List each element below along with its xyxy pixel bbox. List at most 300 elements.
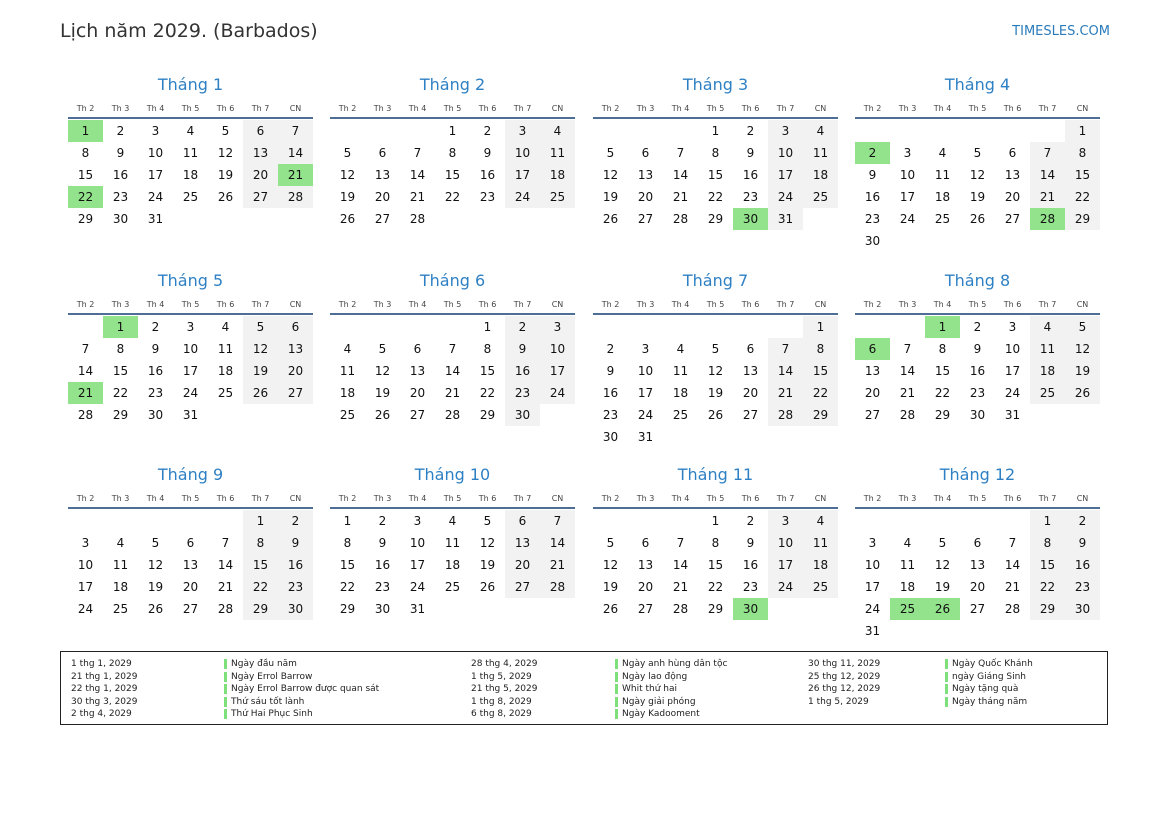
day-cell: 1 [243, 510, 278, 532]
day-cell: 9 [483, 146, 492, 160]
holiday-day-cell: 26 [925, 598, 960, 620]
legend-holiday-name: Ngày Errol Barrow được quan sát [231, 684, 380, 694]
empty-cell [593, 316, 628, 338]
day-cell: 5 [938, 536, 947, 550]
day-cell: 21 [768, 382, 803, 404]
weekday-label: Th 7 [251, 104, 270, 113]
day-cell: 26 [374, 408, 391, 422]
holiday-day-cell: 6 [855, 338, 890, 360]
day-cell: 28 [540, 576, 575, 598]
weekday-header [330, 103, 575, 114]
day-cell: 2 [973, 320, 982, 334]
legend-date: 1 thg 5, 2029 [471, 671, 532, 682]
legend-color-marker [615, 709, 618, 719]
day-cell: 28 [672, 602, 689, 616]
legend-date: 30 thg 11, 2029 [808, 659, 881, 669]
day-cell: 23 [479, 190, 496, 204]
day-cell: 7 [676, 536, 685, 550]
day-cell: 11 [803, 142, 838, 164]
legend-date: 1 thg 8, 2029 [471, 696, 532, 707]
day-cell: 25 [672, 408, 689, 422]
legend-item [61, 708, 1101, 721]
day-cell: 24 [182, 386, 199, 400]
weekday-label: Th 4 [933, 494, 952, 503]
month-block [593, 75, 838, 230]
day-cell: 12 [339, 168, 356, 182]
legend-holiday-name: Ngày lao động [622, 671, 688, 682]
day-cell: 6 [378, 146, 387, 160]
day-grid [855, 510, 1100, 642]
day-cell: 26 [707, 408, 724, 422]
month-title: Tháng 9 [157, 465, 224, 484]
day-cell: 20 [505, 554, 540, 576]
day-cell: 21 [672, 190, 689, 204]
day-cell: 24 [540, 382, 575, 404]
day-cell: 19 [147, 580, 164, 594]
day-cell: 31 [182, 408, 199, 422]
month-block [593, 465, 838, 620]
weekday-label: Th 2 [76, 494, 95, 503]
day-cell: 3 [641, 342, 650, 356]
day-cell: 27 [864, 408, 881, 422]
day-cell: 12 [969, 168, 986, 182]
day-cell: 18 [803, 164, 838, 186]
day-cell: 31 [409, 602, 426, 616]
weekday-label: Th 5 [706, 494, 725, 503]
empty-cell [103, 510, 138, 532]
day-cell: 4 [1030, 316, 1065, 338]
day-cell: 16 [112, 168, 129, 182]
day-cell: 10 [77, 558, 94, 572]
day-cell: 24 [864, 602, 881, 616]
day-cell: 29 [112, 408, 129, 422]
day-cell: 3 [413, 514, 422, 528]
day-cell: 15 [934, 364, 951, 378]
page-title: Lịch năm 2029. (Barbados) [60, 20, 318, 42]
day-cell: 27 [1004, 212, 1021, 226]
day-cell: 12 [479, 536, 496, 550]
weekday-label: Th 5 [968, 300, 987, 309]
empty-cell [663, 316, 698, 338]
day-cell: 5 [711, 342, 720, 356]
day-cell: 20 [742, 386, 759, 400]
day-cell: 7 [768, 338, 803, 360]
day-cell: 18 [899, 580, 916, 594]
weekday-label: Th 2 [338, 300, 357, 309]
day-cell: 25 [112, 602, 129, 616]
weekday-header [855, 493, 1100, 504]
day-cell: 26 [1065, 382, 1100, 404]
weekday-label: Th 6 [1003, 494, 1022, 503]
day-cell: 3 [903, 146, 912, 160]
day-cell: 30 [147, 408, 164, 422]
day-cell: 23 [742, 580, 759, 594]
day-cell: 8 [803, 338, 838, 360]
day-cell: 8 [711, 146, 720, 160]
day-cell: 3 [768, 510, 803, 532]
weekday-label: Th 5 [181, 300, 200, 309]
day-cell: 18 [803, 554, 838, 576]
weekday-header [593, 103, 838, 114]
day-cell: 13 [1004, 168, 1021, 182]
month-title: Tháng 3 [682, 75, 749, 94]
day-cell: 15 [707, 168, 724, 182]
legend-holiday-name: Ngày đầu năm [231, 659, 297, 669]
day-cell: 21 [540, 554, 575, 576]
weekday-label: CN [814, 300, 827, 309]
empty-cell [698, 316, 733, 338]
day-cell: 16 [742, 168, 759, 182]
day-cell: 16 [602, 386, 619, 400]
day-cell: 25 [339, 408, 356, 422]
day-cell: 20 [374, 190, 391, 204]
day-cell: 30 [969, 408, 986, 422]
day-cell: 15 [479, 364, 496, 378]
day-cell: 5 [243, 316, 278, 338]
day-cell: 7 [676, 146, 685, 160]
day-cell: 28 [899, 408, 916, 422]
month-block [855, 75, 1100, 252]
day-cell: 19 [602, 580, 619, 594]
empty-cell [365, 316, 400, 338]
day-cell: 25 [182, 190, 199, 204]
legend-date: 26 thg 12, 2029 [808, 684, 881, 694]
holiday-day-cell: 1 [925, 316, 960, 338]
legend-date: 22 thg 1, 2029 [71, 684, 138, 694]
day-cell: 19 [243, 360, 278, 382]
weekday-header [68, 299, 313, 310]
day-cell: 5 [151, 536, 160, 550]
weekday-label: Th 4 [146, 104, 165, 113]
weekday-header [593, 493, 838, 504]
month-title: Tháng 2 [419, 75, 486, 94]
day-cell: 15 [1065, 164, 1100, 186]
day-cell: 27 [505, 576, 540, 598]
weekday-header [68, 103, 313, 114]
legend-holiday-name: Ngày Kadooment [622, 709, 700, 719]
day-cell: 8 [1030, 532, 1065, 554]
day-cell: 26 [602, 212, 619, 226]
legend-holiday-name: Thứ Hai Phục Sinh [231, 709, 313, 719]
month-title: Tháng 4 [944, 75, 1011, 94]
day-cell: 11 [217, 342, 234, 356]
day-cell: 29 [1065, 208, 1100, 230]
empty-cell [855, 510, 890, 532]
header-divider [593, 313, 838, 315]
day-cell: 6 [413, 342, 422, 356]
empty-cell [663, 510, 698, 532]
month-title: Tháng 7 [682, 271, 749, 290]
day-cell: 14 [672, 558, 689, 572]
weekday-label: Th 3 [111, 104, 130, 113]
day-cell: 4 [186, 124, 195, 138]
day-cell: 5 [606, 146, 615, 160]
day-cell: 23 [969, 386, 986, 400]
empty-cell [995, 510, 1030, 532]
day-cell: 9 [606, 364, 615, 378]
day-cell: 22 [112, 386, 129, 400]
day-cell: 27 [409, 408, 426, 422]
weekday-label: Th 6 [216, 300, 235, 309]
month-block [330, 271, 575, 426]
day-cell: 31 [1004, 408, 1021, 422]
weekday-label: Th 6 [1003, 300, 1022, 309]
holiday-day-cell: 30 [733, 208, 768, 230]
empty-cell [628, 120, 663, 142]
day-cell: 2 [151, 320, 160, 334]
day-cell: 9 [505, 338, 540, 360]
day-cell: 2 [378, 514, 387, 528]
day-cell: 19 [934, 580, 951, 594]
day-cell: 6 [746, 342, 755, 356]
day-cell: 28 [444, 408, 461, 422]
day-cell: 25 [444, 580, 461, 594]
day-cell: 21 [1030, 186, 1065, 208]
day-cell: 8 [343, 536, 352, 550]
day-cell: 31 [768, 208, 803, 230]
day-cell: 16 [864, 190, 881, 204]
day-cell: 7 [221, 536, 230, 550]
empty-cell [733, 316, 768, 338]
weekday-label: Th 3 [898, 104, 917, 113]
empty-cell [925, 510, 960, 532]
day-cell: 29 [243, 598, 278, 620]
day-cell: 15 [112, 364, 129, 378]
holiday-day-cell: 25 [890, 598, 925, 620]
day-cell: 17 [1004, 364, 1021, 378]
day-cell: 7 [413, 146, 422, 160]
day-cell: 25 [540, 186, 575, 208]
day-cell: 8 [81, 146, 90, 160]
day-grid [330, 510, 575, 620]
day-cell: 20 [864, 386, 881, 400]
day-cell: 10 [505, 142, 540, 164]
day-cell: 20 [969, 580, 986, 594]
day-cell: 22 [934, 386, 951, 400]
day-cell: 11 [1030, 338, 1065, 360]
empty-cell [890, 316, 925, 338]
day-cell: 3 [1008, 320, 1017, 334]
day-cell: 16 [505, 360, 540, 382]
weekday-label: Th 7 [251, 300, 270, 309]
day-cell: 21 [444, 386, 461, 400]
day-cell: 19 [374, 386, 391, 400]
weekday-label: Th 7 [776, 494, 795, 503]
day-cell: 4 [803, 510, 838, 532]
day-cell: 28 [768, 404, 803, 426]
day-cell: 9 [746, 536, 755, 550]
weekday-label: Th 6 [1003, 104, 1022, 113]
day-cell: 9 [116, 146, 125, 160]
weekday-label: Th 3 [373, 494, 392, 503]
weekday-label: CN [551, 104, 564, 113]
weekday-label: Th 6 [478, 300, 497, 309]
day-cell: 9 [973, 342, 982, 356]
day-cell: 24 [768, 576, 803, 598]
day-cell: 10 [147, 146, 164, 160]
legend-item [61, 683, 1101, 696]
day-cell: 1 [483, 320, 492, 334]
day-cell: 27 [182, 602, 199, 616]
holiday-day-cell: 21 [278, 164, 313, 186]
day-cell: 28 [1004, 602, 1021, 616]
empty-cell [855, 316, 890, 338]
weekday-header [68, 493, 313, 504]
day-cell: 29 [707, 602, 724, 616]
day-grid [593, 510, 838, 620]
day-cell: 9 [378, 536, 387, 550]
weekday-label: Th 2 [338, 104, 357, 113]
weekday-header [855, 103, 1100, 114]
day-cell: 13 [505, 532, 540, 554]
month-block [330, 75, 575, 230]
legend-color-marker [945, 684, 948, 694]
day-cell: 14 [409, 168, 426, 182]
day-cell: 30 [112, 212, 129, 226]
day-cell: 24 [637, 408, 654, 422]
day-cell: 6 [641, 536, 650, 550]
month-title: Tháng 6 [419, 271, 486, 290]
day-cell: 13 [864, 364, 881, 378]
day-cell: 3 [151, 124, 160, 138]
day-cell: 17 [768, 554, 803, 576]
weekday-label: Th 5 [706, 300, 725, 309]
day-cell: 17 [182, 364, 199, 378]
weekday-label: Th 7 [1038, 494, 1057, 503]
day-cell: 4 [116, 536, 125, 550]
day-cell: 13 [969, 558, 986, 572]
weekday-label: Th 7 [513, 494, 532, 503]
day-cell: 14 [899, 364, 916, 378]
day-cell: 7 [1030, 142, 1065, 164]
day-cell: 2 [746, 124, 755, 138]
day-cell: 27 [637, 212, 654, 226]
day-cell: 22 [803, 382, 838, 404]
day-cell: 10 [864, 558, 881, 572]
legend-holiday-name: Ngày tháng năm [952, 696, 1028, 707]
day-grid [330, 120, 575, 230]
empty-cell [925, 120, 960, 142]
day-cell: 12 [602, 558, 619, 572]
day-cell: 18 [444, 558, 461, 572]
weekday-label: Th 2 [863, 104, 882, 113]
holiday-day-cell: 1 [103, 316, 138, 338]
month-block [68, 271, 313, 426]
day-cell: 23 [374, 580, 391, 594]
weekday-label: CN [814, 494, 827, 503]
day-cell: 16 [278, 554, 313, 576]
day-cell: 14 [278, 142, 313, 164]
day-cell: 13 [637, 558, 654, 572]
day-cell: 26 [339, 212, 356, 226]
empty-cell [960, 120, 995, 142]
day-cell: 13 [409, 364, 426, 378]
legend-item [61, 658, 1101, 671]
day-cell: 19 [217, 168, 234, 182]
weekday-label: Th 5 [968, 104, 987, 113]
day-cell: 18 [182, 168, 199, 182]
legend-holiday-name: Whit thứ hai [622, 684, 678, 694]
day-cell: 27 [637, 602, 654, 616]
day-cell: 28 [77, 408, 94, 422]
day-cell: 23 [742, 190, 759, 204]
legend-holiday-name: ngày Giáng Sinh [952, 671, 1027, 682]
day-cell: 4 [448, 514, 457, 528]
month-title: Tháng 1 [157, 75, 224, 94]
header-divider [593, 117, 838, 119]
day-cell: 8 [938, 342, 947, 356]
month-title: Tháng 11 [677, 465, 754, 484]
empty-cell [960, 510, 995, 532]
day-cell: 22 [707, 580, 724, 594]
empty-cell [68, 316, 103, 338]
day-cell: 15 [803, 360, 838, 382]
day-cell: 18 [540, 164, 575, 186]
month-title: Tháng 8 [944, 271, 1011, 290]
day-cell: 8 [116, 342, 125, 356]
day-cell: 11 [899, 558, 916, 572]
weekday-label: CN [551, 300, 564, 309]
day-cell: 30 [864, 234, 881, 248]
holiday-day-cell: 1 [68, 120, 103, 142]
weekday-label: Th 2 [76, 104, 95, 113]
day-cell: 28 [217, 602, 234, 616]
day-cell: 17 [864, 580, 881, 594]
day-cell: 1 [343, 514, 352, 528]
day-cell: 27 [278, 382, 313, 404]
day-cell: 22 [243, 576, 278, 598]
day-cell: 26 [602, 602, 619, 616]
holiday-legend [60, 651, 1108, 725]
header-divider [855, 507, 1100, 509]
site-link[interactable]: TIMESLES.COM [1012, 24, 1110, 39]
day-cell: 26 [217, 190, 234, 204]
day-cell: 30 [1065, 598, 1100, 620]
weekday-label: Th 2 [338, 494, 357, 503]
day-cell: 1 [711, 514, 720, 528]
day-cell: 2 [483, 124, 492, 138]
day-cell: 2 [746, 514, 755, 528]
legend-holiday-name: Ngày Quốc Khánh [952, 659, 1033, 669]
legend-date: 1 thg 5, 2029 [808, 696, 869, 707]
holiday-day-cell: 30 [733, 598, 768, 620]
day-cell: 11 [803, 532, 838, 554]
weekday-header [593, 299, 838, 310]
day-cell: 11 [672, 364, 689, 378]
day-cell: 10 [409, 536, 426, 550]
day-cell: 30 [374, 602, 391, 616]
legend-item [61, 696, 1101, 709]
day-cell: 6 [1008, 146, 1017, 160]
day-cell: 2 [278, 510, 313, 532]
day-cell: 6 [505, 510, 540, 532]
day-cell: 18 [934, 190, 951, 204]
day-cell: 23 [864, 212, 881, 226]
day-cell: 15 [77, 168, 94, 182]
weekday-label: Th 6 [478, 104, 497, 113]
day-cell: 4 [221, 320, 230, 334]
day-cell: 9 [278, 532, 313, 554]
day-cell: 6 [243, 120, 278, 142]
day-cell: 10 [182, 342, 199, 356]
day-cell: 14 [444, 364, 461, 378]
day-cell: 29 [1030, 598, 1065, 620]
legend-holiday-name: Ngày giải phóng [622, 696, 696, 707]
day-cell: 3 [540, 316, 575, 338]
day-cell: 23 [147, 386, 164, 400]
day-cell: 9 [151, 342, 160, 356]
legend-date: 30 thg 3, 2029 [71, 696, 138, 707]
